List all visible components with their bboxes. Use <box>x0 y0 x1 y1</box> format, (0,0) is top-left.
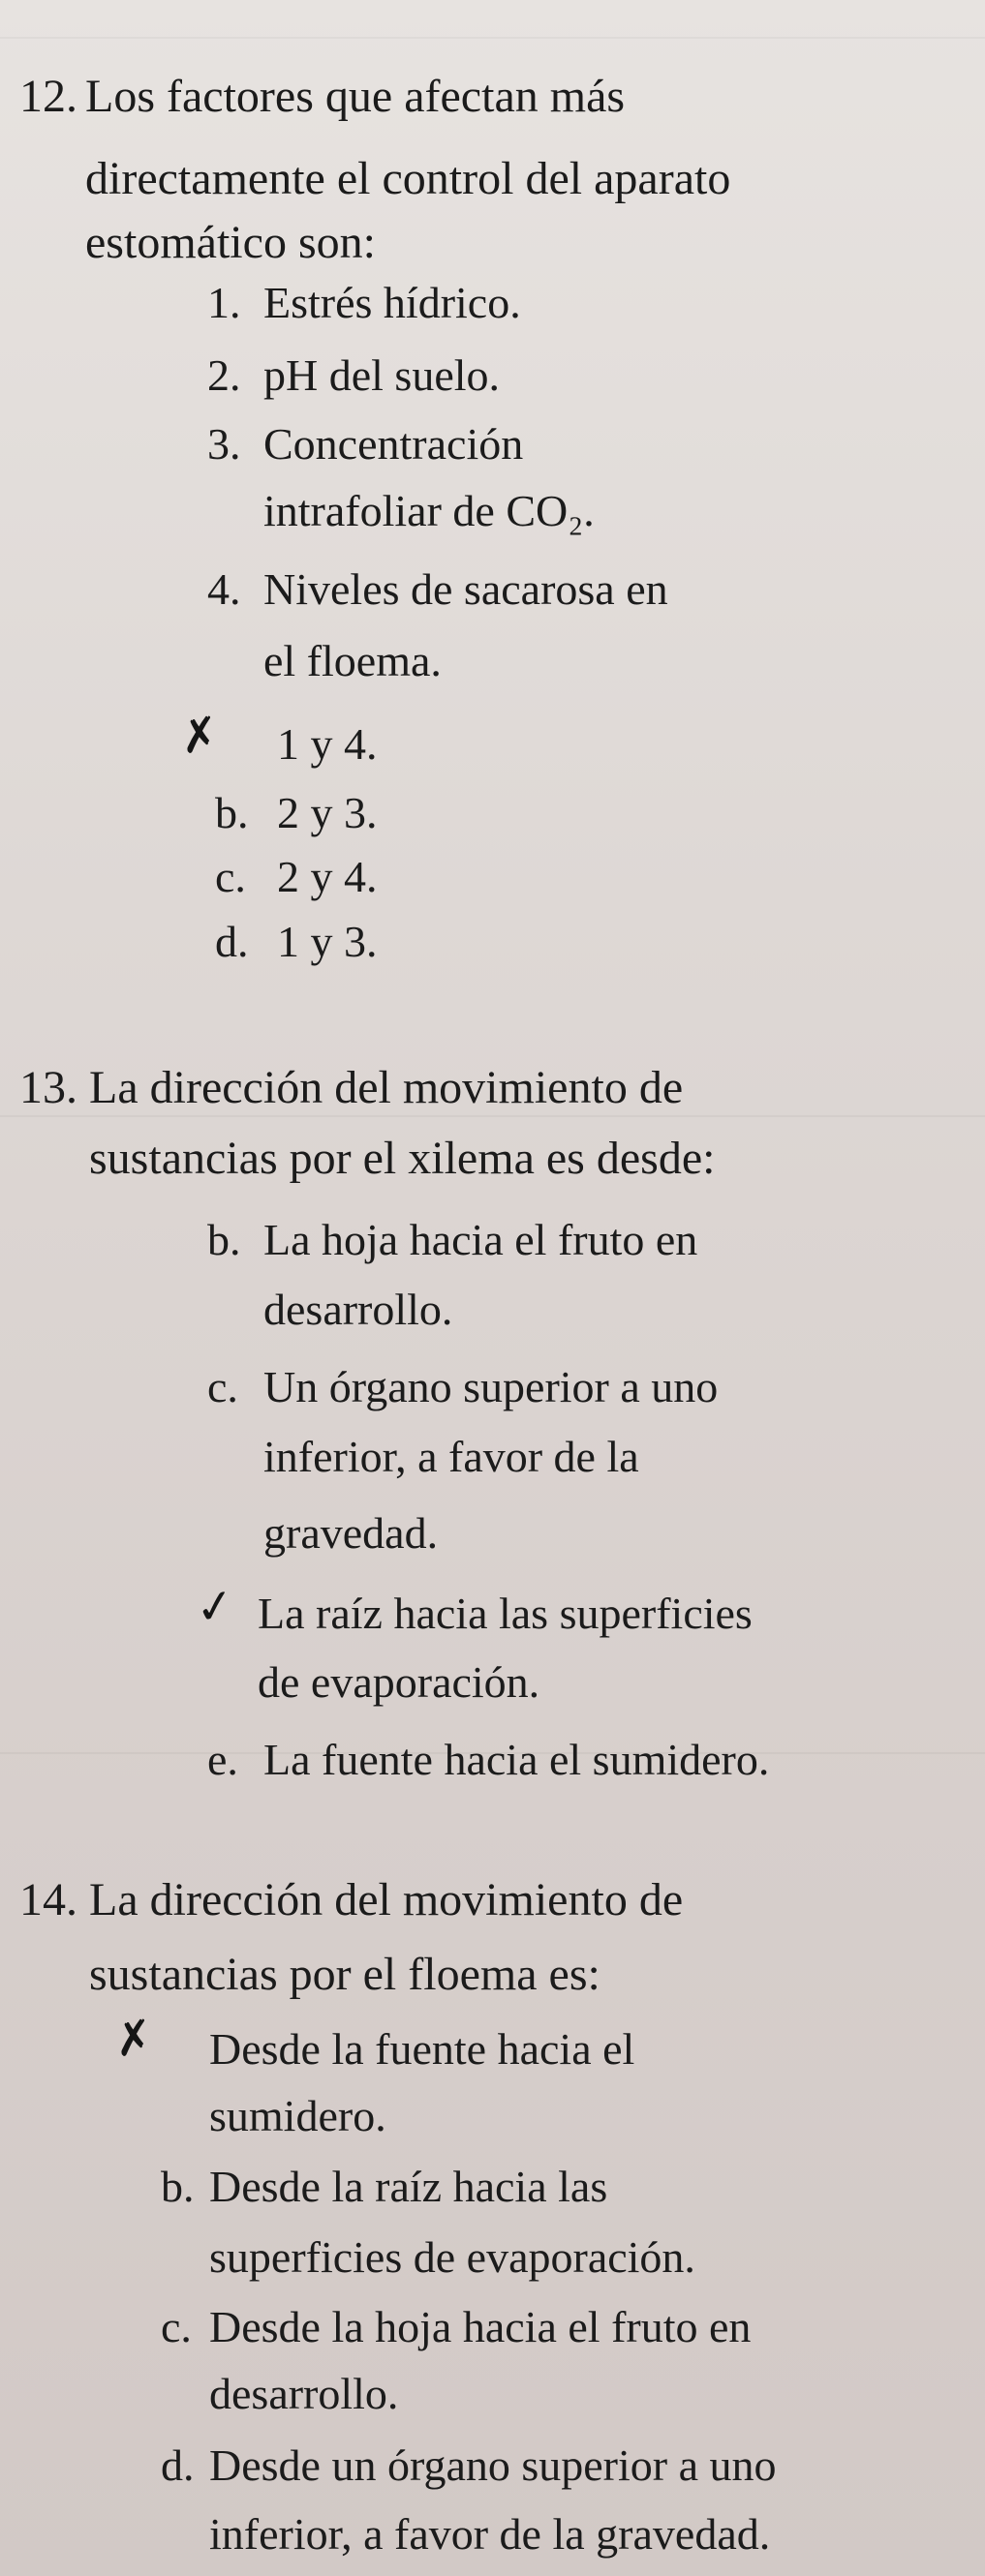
question-text-line: Los factores que afectan más <box>85 71 626 122</box>
question-number: 12. <box>19 71 77 122</box>
answer-option-letter: d. <box>161 2440 195 2490</box>
question-text-line: La dirección del movimiento de <box>89 1874 684 1925</box>
bleed-through-line <box>0 1115 985 1117</box>
answer-option-text: sumidero. <box>209 2091 386 2140</box>
question-text-line: La dirección del movimiento de <box>89 1062 684 1113</box>
answer-option-text: La hoja hacia el fruto en <box>263 1215 698 1264</box>
answer-option-text: Un órgano superior a uno <box>263 1362 719 1411</box>
bleed-through-line <box>0 37 985 39</box>
answer-option-text: desarrollo. <box>263 1285 453 1334</box>
answer-option-text: de evaporación. <box>258 1657 540 1707</box>
question-text-line: sustancias por el xilema es desde: <box>89 1133 716 1184</box>
answer-option-text: Desde la fuente hacia el <box>209 2024 635 2074</box>
statement-text: intrafoliar de CO₂. <box>263 486 595 535</box>
statement-number: 3. <box>207 419 241 469</box>
check-mark-icon: ✓ <box>192 1577 238 1637</box>
answer-option-text: gravedad. <box>263 1508 439 1558</box>
question-number: 13. <box>19 1062 77 1113</box>
question-text-line: directamente el control del aparato <box>85 153 731 204</box>
cross-mark-icon: ✗ <box>176 706 223 766</box>
question-text-line: estomático son: <box>85 217 376 268</box>
statement-number: 4. <box>207 564 241 614</box>
answer-option-letter: c. <box>207 1362 238 1411</box>
answer-option-text: inferior, a favor de la gravedad. <box>209 2509 771 2559</box>
answer-option-letter: b. <box>215 788 249 837</box>
answer-option-letter: c. <box>161 2302 192 2351</box>
answer-option-text: Desde un órgano superior a uno <box>209 2440 777 2490</box>
answer-option-text: superficies de evaporación. <box>209 2232 695 2282</box>
statement-number: 1. <box>207 278 241 327</box>
answer-option-text: 2 y 3. <box>277 788 378 837</box>
answer-option-text: 2 y 4. <box>277 852 378 901</box>
answer-option-text: La fuente hacia el sumidero. <box>263 1735 770 1784</box>
question-text-line: sustancias por el floema es: <box>89 1949 600 2000</box>
answer-option-text: La raíz hacia las superficies <box>258 1589 753 1638</box>
answer-option-text: Desde la hoja hacia el fruto en <box>209 2302 752 2351</box>
statement-text: Niveles de sacarosa en <box>263 564 668 614</box>
statement-number: 2. <box>207 350 241 400</box>
answer-option-text: desarrollo. <box>209 2369 399 2418</box>
answer-option-letter: b. <box>161 2162 195 2211</box>
answer-option-text: 1 y 3. <box>277 917 378 966</box>
statement-text: el floema. <box>263 636 442 685</box>
answer-option-text: inferior, a favor de la <box>263 1432 639 1481</box>
statement-text: Estrés hídrico. <box>263 278 521 327</box>
answer-option-letter: b. <box>207 1215 241 1264</box>
question-number: 14. <box>19 1874 77 1925</box>
answer-option-letter: d. <box>215 917 249 966</box>
answer-option-text: 1 y 4. <box>277 719 378 769</box>
statement-text: Concentración <box>263 419 524 469</box>
statement-text: pH del suelo. <box>263 350 501 400</box>
answer-option-letter: c. <box>215 852 246 901</box>
answer-option-letter: e. <box>207 1735 238 1784</box>
cross-mark-icon: ✗ <box>110 2009 157 2069</box>
answer-option-text: Desde la raíz hacia las <box>209 2162 608 2211</box>
